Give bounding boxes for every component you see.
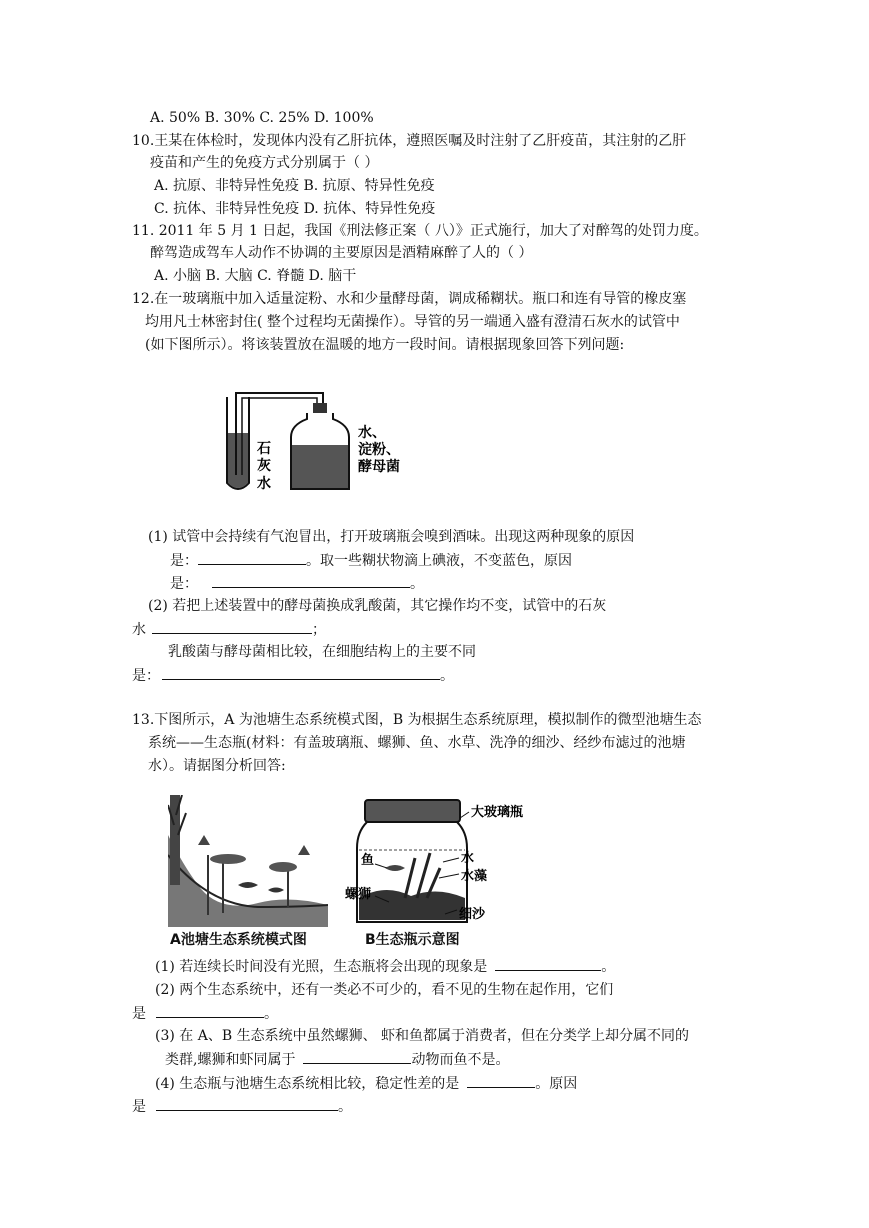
q10-stem-line1: 10.王某在体检时，发现体内没有乙肝抗体，遵照医嘱及时注射了乙肝疫苗，其注射的乙肝 [132,133,687,149]
answer-blank[interactable] [198,550,306,565]
q11-stem-line2: 醉驾造成驾车人动作不协调的主要原因是酒精麻醉了人的（ ） [150,245,533,261]
tube-label [257,441,271,492]
q11-options: A. 小脑 B. 大脑 C. 脊髓 D. 脑干 [154,268,357,284]
answer-blank[interactable] [156,1003,264,1018]
q12-sub1-text: (1) 试管中会持续有气泡冒出，打开玻璃瓶会嗅到酒味。出现这两种现象的原因 [148,529,635,545]
answer-blank[interactable] [212,573,410,588]
q12-stem-line3: (如下图所示）。将该装置放在温暖的地方一段时间。请根据现象回答下列问题: [145,337,625,353]
q12-sub2-text: (2) 若把上述装置中的酵母菌换成乳酸菌，其它操作均不变，试管中的石灰 [148,598,607,614]
q12-sub1-answer-a: 是： 。取一些糊状物滴上碘液，不变蓝色，原因 [170,550,572,571]
label-sand: 细沙 [459,907,486,922]
q13-stem-line1: 13.下图所示，A 为池塘生态系统模式图，B 为根据生态系统原理，模拟制作的微型池塘生态 [132,712,702,728]
label-water: 水 [461,851,475,866]
svg-text:水: 水 [257,476,271,492]
q10-options-2: C. 抗体、非特异性免疫 D. 抗体、特异性免疫 [154,201,436,217]
q12-sub2-answer-b: 是： 。 [132,665,454,686]
q13-sub2-answer: 是 。 [132,1003,278,1024]
svg-text:淀粉、: 淀粉、 [358,442,400,458]
label-fish: 鱼 [361,853,375,868]
label-bottle: 大玻璃瓶 [471,805,524,820]
answer-blank[interactable] [162,665,440,680]
answer-blank[interactable] [303,1049,411,1064]
q13-sub2-text: (2) 两个生态系统中，还有一类必不可少的，看不见的生物在起作用，它们 [155,982,614,998]
answer-blank[interactable] [495,956,601,971]
svg-text:酵母菌: 酵母菌 [358,459,400,475]
q13-stem-line3: 水）。请据图分析回答: [148,758,286,774]
q12-sub2-answer-a: 水 ； [132,619,326,640]
q13-sub4-text: (4) 生态瓶与池塘生态系统相比较，稳定性差的是 。原因 [155,1073,577,1094]
figure-a-caption: A池塘生态系统模式图 [170,932,307,948]
q13-sub3-answer: 类群,螺狮和虾同属于 动物而鱼不是。 [165,1049,509,1070]
q12-sub1-answer-b: 是： 。 [170,573,424,594]
pond-ecosystem-figure [168,795,328,927]
q10-options-1: A. 抗原、非特异性免疫 B. 抗原、特异性免疫 [154,178,435,194]
q10-stem-line2: 疫苗和产生的免疫方式分别属于（ ） [150,155,379,171]
svg-text:水、: 水、 [358,425,386,441]
label-snail: 螺狮 [345,887,372,902]
svg-text:灰: 灰 [257,458,271,474]
q13-sub3-text: (3) 在 A、B 生态系统中虽然螺狮、 虾和鱼都属于消费者，但在分类学上却分属不同的 [155,1028,690,1044]
q13-sub1: (1) 若连续长时间没有光照，生态瓶将会出现的现象是 。 [155,956,615,977]
q13-sub4-answer: 是 。 [132,1096,352,1117]
q9-options: A. 50% B. 30% C. 25% D. 100% [150,110,374,126]
q11-stem-line1: 11. 2011 年 5 月 1 日起，我国《刑法修正案（ 八）》正式施行，加大了对醉驾的处罚力度。 [132,223,708,239]
answer-blank[interactable] [156,1096,338,1111]
ecological-bottle-figure [345,798,530,928]
q13-stem-line2: 系统——生态瓶(材料：有盖玻璃瓶、螺狮、鱼、水草、洗净的细沙、经纱布滤过的池塘 [148,735,686,751]
figure-b-caption: B生态瓶示意图 [365,932,460,948]
q12-stem-line1: 12.在一玻璃瓶中加入适量淀粉、水和少量酵母菌，调成稀糊状。瓶口和连有导管的橡皮塞 [132,291,687,307]
svg-text:石: 石 [257,441,271,457]
q12-stem-line2: 均用凡士林密封住( 整个过程均无菌操作）。导管的另一端通入盛有澄清石灰水的试管中 [145,314,680,330]
q12-sub2-text-b: 乳酸菌与酵母菌相比较，在细胞结构上的主要不同 [168,644,476,660]
answer-blank[interactable] [152,619,312,634]
label-algae: 水藻 [461,869,488,884]
answer-blank[interactable] [467,1073,535,1088]
yeast-apparatus-figure [215,385,415,497]
bottle-label [358,424,400,475]
